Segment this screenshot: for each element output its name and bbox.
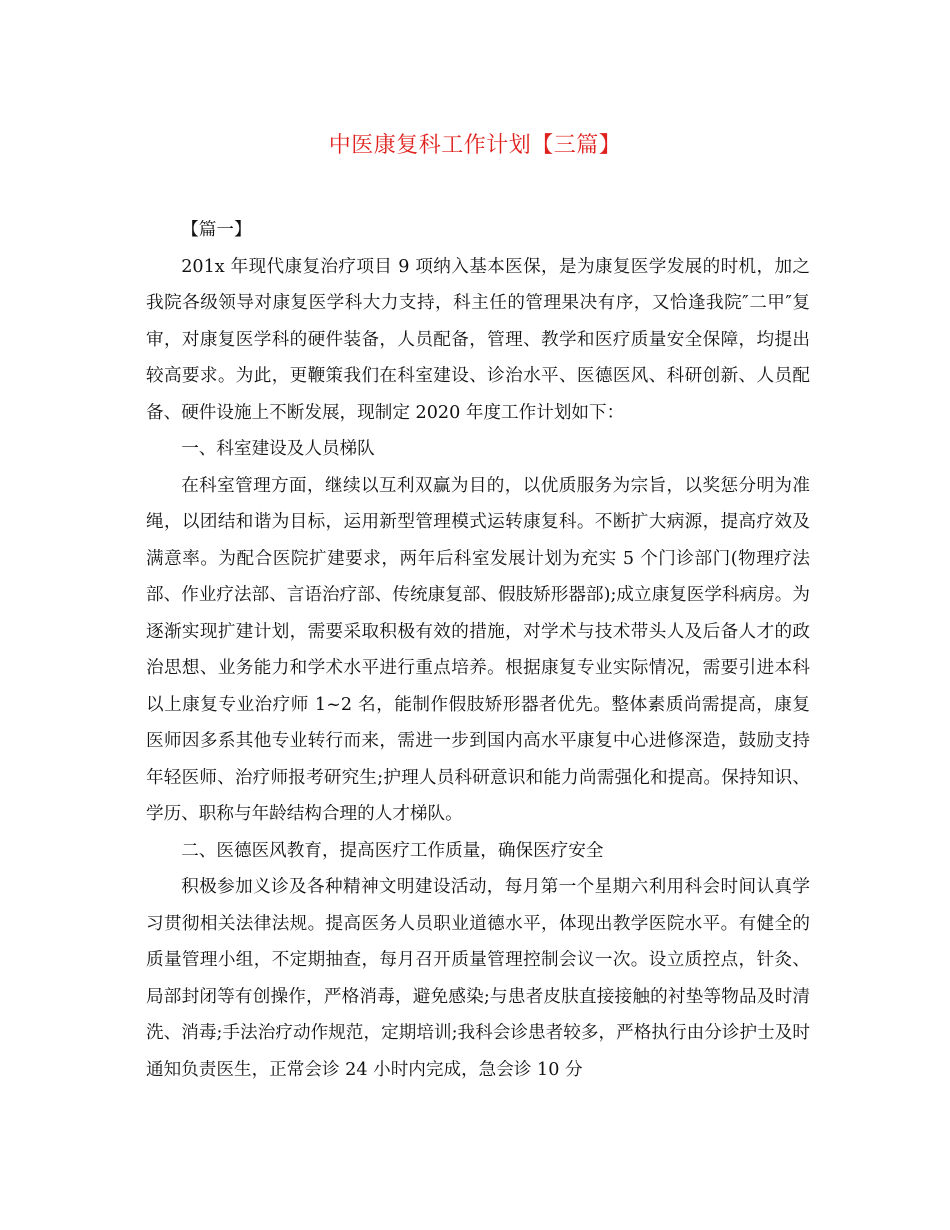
department-building-paragraph: 在科室管理方面，继续以互利双赢为目的，以优质服务为宗旨，以奖惩分明为准绳，以团结和谐为目标，运用新型管理模式运转康复科。不断扩大病源，提高疗效及满意率。为配合医院扩建要求，两年后科室发展计划为充实 5 个门诊部门(物理疗法部、作业疗法部、言语治疗部、传统康复部、假肢矫形器部);成立康复医学科病房。为逐渐实现扩建计划，需要采取积极有效的措施，对学术与技术带头人及后备人才的政治思想、业务能力和学术水平进行重点培养。根据康复专业实际情况，需要引进本科以上康复专业治疗师 1~2 名，能制作假肢矫形器者优先。整体素质尚需提高，康复医师因多系其他专业转行而来，需进一步到国内高水平康复中心进修深造，鼓励支持年轻医师、治疗师报考研究生;护理人员科研意识和能力尚需强化和提高。保持知识、学历、职称与年龄结构合理的人才梯队。 [146,475,810,824]
document-title: 中医康复科工作计划【三篇】 [328,133,622,158]
document-body [146,212,810,1088]
section-heading-department-building: 一、科室建设及人员梯队 [181,439,375,459]
intro-paragraph: 201x 年现代康复治疗项目 9 项纳入基本医保，是为康复医学发展的时机，加之我院各级领导对康复医学科大力支持，科主任的管理果决有序，又恰逢我院″二甲″复审，对康复医学科的硬件装备，人员配备，管理、教学和医疗质量安全保障，均提出较高要求。为此，更鞭策我们在科室建设、诊治水平、医德医风、科研创新、人员配备、硬件设施上不断发展，现制定 2020 年度工作计划如下： [146,256,810,423]
section-heading-medical-ethics: 二、医德医风教育，提高医疗工作质量，确保医疗安全 [181,840,604,861]
medical-ethics-paragraph: 积极参加义诊及各种精神文明建设活动，每月第一个星期六利用科会时间认真学习贯彻相关法律法规。提高医务人员职业道德水平，体现出教学医院水平。有健全的质量管理小组，不定期抽查，每月召开质量管理控制会议一次。设立质控点，针灸、局部封闭等有创操作，严格消毒，避免感染;与患者皮肤直接接触的衬垫等物品及时清洗、消毒;手法治疗动作规范，定期培训;我科会诊患者较多，严格执行由分诊护士及时通知负责医生，正常会诊 24 小时内完成，急会诊 10 分 [146,877,810,1080]
section-heading-part-one: 【篇一】 [181,220,252,240]
